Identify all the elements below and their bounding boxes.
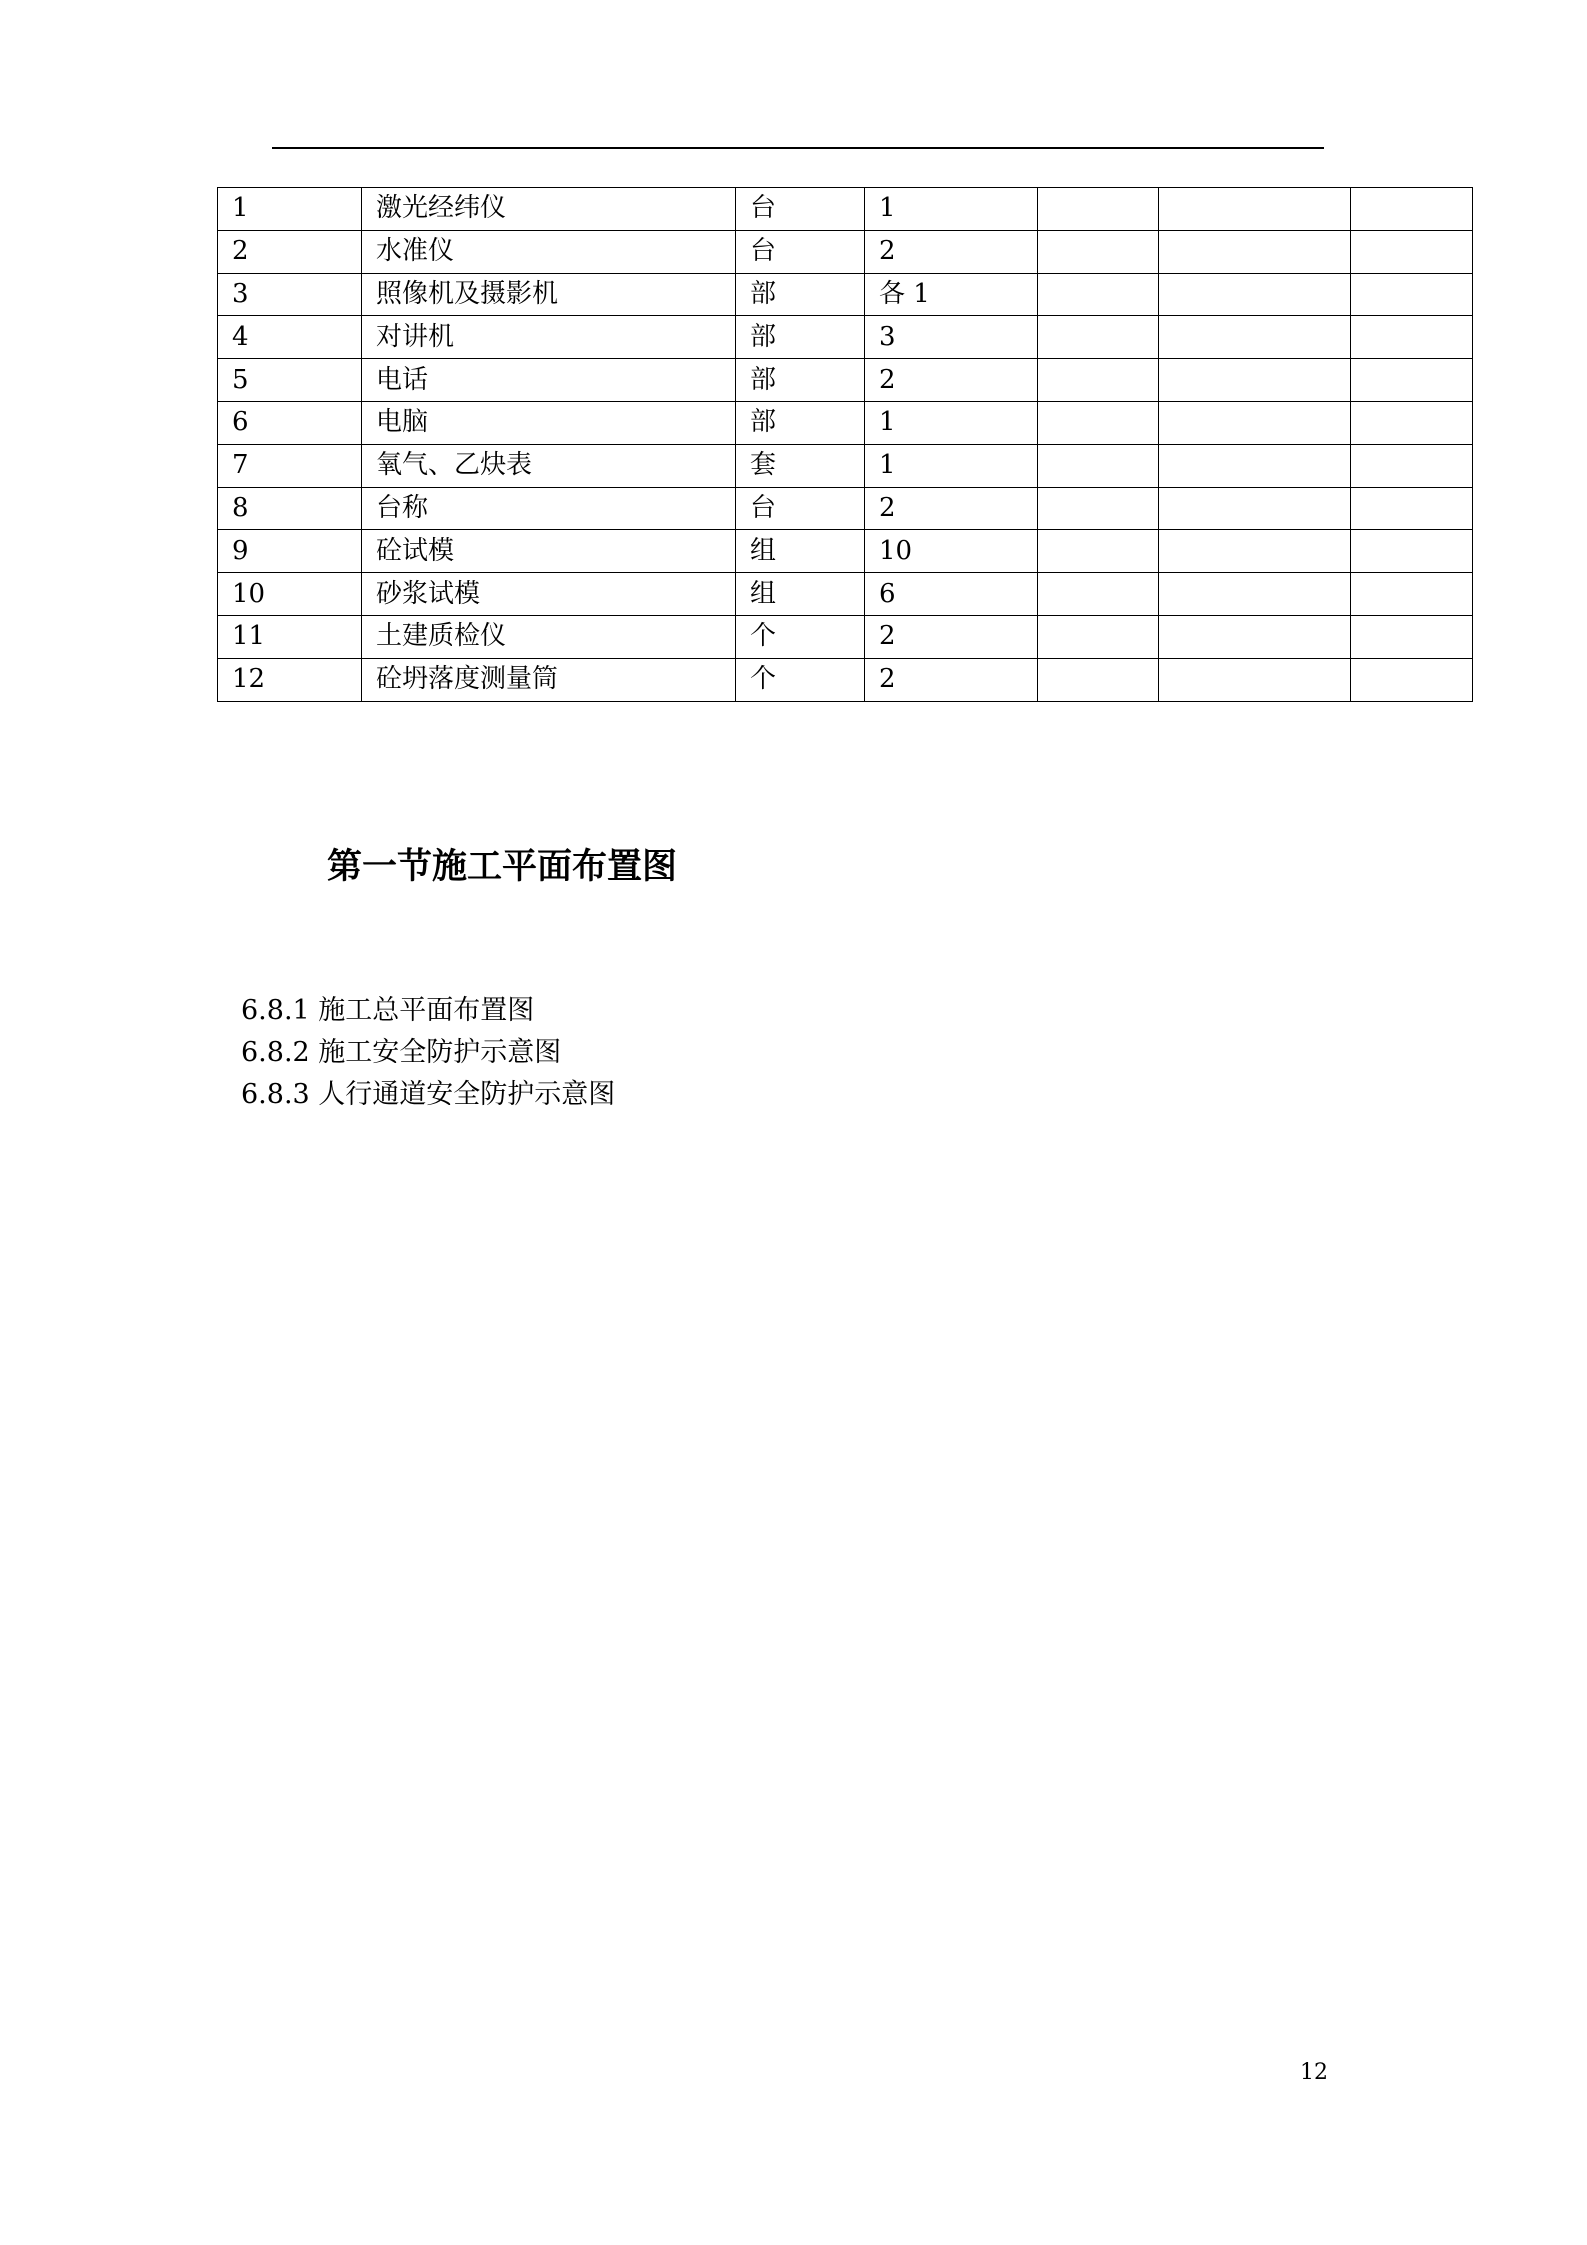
cell-unit: 套 (736, 444, 865, 487)
cell-empty (1159, 487, 1351, 530)
cell-no: 7 (218, 444, 362, 487)
cell-empty (1038, 573, 1159, 616)
cell-name: 氧气、乙炔表 (362, 444, 736, 487)
cell-name: 砼坍落度测量筒 (362, 658, 736, 701)
cell-qty: 2 (865, 230, 1038, 273)
table-row (218, 273, 1473, 316)
cell-empty (1351, 530, 1473, 573)
cell-unit: 台 (736, 188, 865, 231)
cell-unit: 部 (736, 401, 865, 444)
table-row (218, 573, 1473, 616)
cell-unit: 部 (736, 359, 865, 402)
table-row (218, 444, 1473, 487)
cell-empty (1159, 359, 1351, 402)
table-row (218, 615, 1473, 658)
cell-name: 台称 (362, 487, 736, 530)
cell-qty: 1 (865, 188, 1038, 231)
cell-unit: 部 (736, 316, 865, 359)
cell-unit: 个 (736, 615, 865, 658)
cell-empty (1159, 444, 1351, 487)
cell-no: 5 (218, 359, 362, 402)
cell-no: 6 (218, 401, 362, 444)
cell-name: 砼试模 (362, 530, 736, 573)
cell-empty (1159, 188, 1351, 231)
cell-no: 4 (218, 316, 362, 359)
cell-name: 土建质检仪 (362, 615, 736, 658)
cell-name: 照像机及摄影机 (362, 273, 736, 316)
page-number: 12 (1300, 2060, 1328, 2085)
cell-empty (1159, 316, 1351, 359)
cell-empty (1038, 530, 1159, 573)
cell-empty (1159, 273, 1351, 316)
equipment-table-body (218, 188, 1473, 702)
cell-no: 3 (218, 273, 362, 316)
cell-empty (1351, 615, 1473, 658)
cell-empty (1351, 273, 1473, 316)
cell-empty (1351, 487, 1473, 530)
cell-no: 11 (218, 615, 362, 658)
cell-empty (1351, 188, 1473, 231)
header-rule (272, 147, 1324, 149)
cell-qty: 6 (865, 573, 1038, 616)
cell-unit: 个 (736, 658, 865, 701)
table-row (218, 230, 1473, 273)
cell-empty (1038, 444, 1159, 487)
table-row (218, 188, 1473, 231)
cell-qty: 1 (865, 401, 1038, 444)
cell-qty: 各 1 (865, 273, 1038, 316)
cell-unit: 部 (736, 273, 865, 316)
cell-empty (1351, 401, 1473, 444)
cell-empty (1159, 615, 1351, 658)
cell-qty: 2 (865, 359, 1038, 402)
cell-empty (1351, 359, 1473, 402)
cell-empty (1038, 273, 1159, 316)
cell-no: 12 (218, 658, 362, 701)
cell-empty (1038, 487, 1159, 530)
cell-empty (1159, 401, 1351, 444)
cell-name: 对讲机 (362, 316, 736, 359)
cell-empty (1159, 530, 1351, 573)
cell-unit: 组 (736, 530, 865, 573)
list-item: 6.8.1 施工总平面布置图 (241, 995, 535, 1026)
cell-empty (1038, 230, 1159, 273)
table-row (218, 316, 1473, 359)
cell-empty (1351, 573, 1473, 616)
cell-empty (1038, 316, 1159, 359)
cell-empty (1159, 658, 1351, 701)
cell-unit: 组 (736, 573, 865, 616)
cell-empty (1159, 230, 1351, 273)
cell-no: 9 (218, 530, 362, 573)
cell-qty: 2 (865, 658, 1038, 701)
cell-empty (1038, 658, 1159, 701)
cell-no: 10 (218, 573, 362, 616)
list-item: 6.8.3 人行通道安全防护示意图 (241, 1079, 616, 1110)
cell-no: 8 (218, 487, 362, 530)
cell-name: 电话 (362, 359, 736, 402)
cell-empty (1351, 444, 1473, 487)
cell-empty (1038, 359, 1159, 402)
cell-qty: 3 (865, 316, 1038, 359)
table-row (218, 401, 1473, 444)
cell-empty (1351, 658, 1473, 701)
cell-empty (1351, 316, 1473, 359)
cell-empty (1038, 615, 1159, 658)
cell-name: 水准仪 (362, 230, 736, 273)
table-row (218, 359, 1473, 402)
cell-name: 激光经纬仪 (362, 188, 736, 231)
section-item-list (241, 990, 615, 1116)
cell-empty (1038, 188, 1159, 231)
cell-unit: 台 (736, 230, 865, 273)
cell-qty: 10 (865, 530, 1038, 573)
table-row (218, 530, 1473, 573)
table-row (218, 658, 1473, 701)
cell-name: 电脑 (362, 401, 736, 444)
cell-no: 1 (218, 188, 362, 231)
equipment-table (217, 187, 1473, 702)
cell-qty: 2 (865, 615, 1038, 658)
section-title: 第一节施工平面布置图 (327, 846, 678, 887)
cell-qty: 1 (865, 444, 1038, 487)
cell-empty (1351, 230, 1473, 273)
list-item: 6.8.2 施工安全防护示意图 (241, 1037, 562, 1068)
cell-unit: 台 (736, 487, 865, 530)
table-row (218, 487, 1473, 530)
cell-qty: 2 (865, 487, 1038, 530)
cell-empty (1038, 401, 1159, 444)
cell-name: 砂浆试模 (362, 573, 736, 616)
cell-empty (1159, 573, 1351, 616)
cell-no: 2 (218, 230, 362, 273)
